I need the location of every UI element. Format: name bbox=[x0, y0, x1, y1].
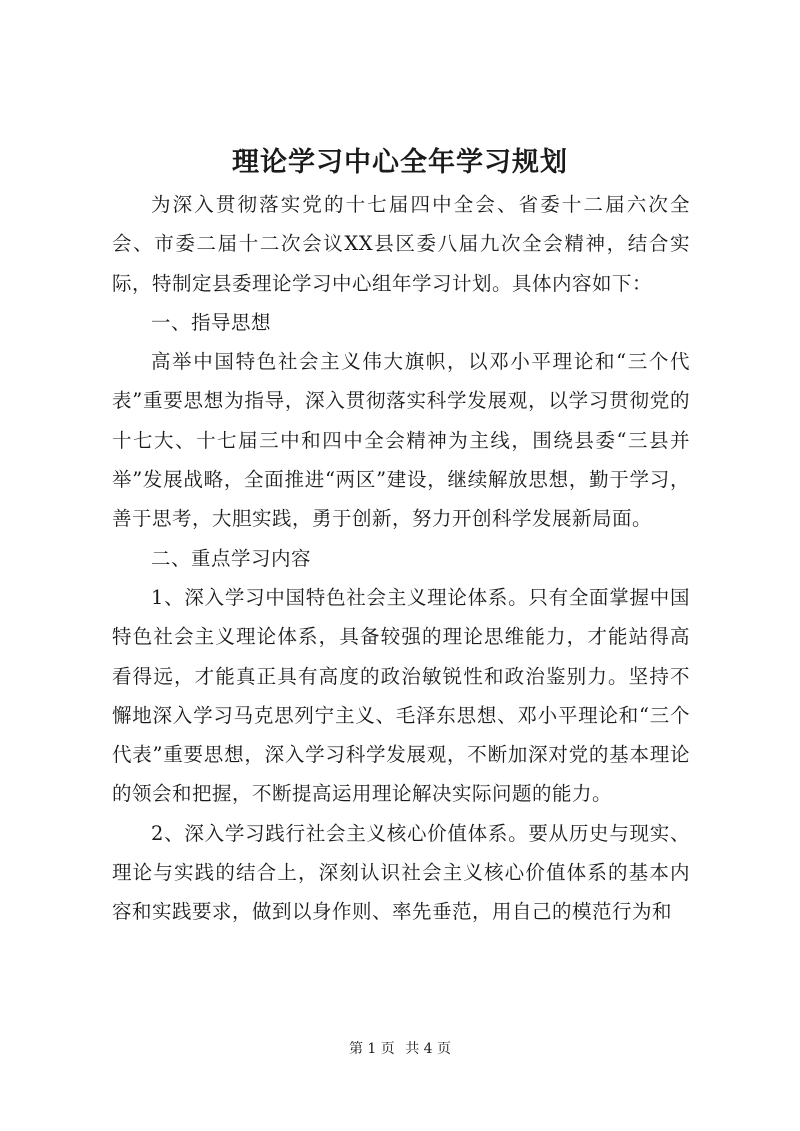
key-content-item-2: 2、深入学习践行社会主义核心价值体系。要从历史与现实、理论与实践的结合上，深刻认识社会主义核心价值体系的基本内容和实践要求，做到以身作则、率先垂范，用自己的模范行为和 bbox=[112, 821, 690, 924]
page-footer bbox=[0, 1039, 800, 1059]
page-number: 第 1 页 bbox=[348, 1041, 395, 1057]
section-heading-guiding-thought: 一、指导思想 bbox=[151, 310, 272, 334]
guiding-thought-paragraph: 高举中国特色社会主义伟大旗帜，以邓小平理论和“三个代表”重要思想为指导，深入贯彻落实科学发展观，以学习贯彻党的十七大、十七届三中和四中全会精神为主线，围绕县委“三县并举”发展战略，全面推进“两区”建设，继续解放思想，勤于学习，善于思考，大胆实践，勇于创新，努力开创科学发展新局面。 bbox=[112, 350, 690, 531]
section-heading-key-content: 二、重点学习内容 bbox=[151, 546, 312, 570]
page-total: 共 4 页 bbox=[405, 1041, 452, 1057]
document-title: 理论学习中心全年学习规划 bbox=[232, 147, 568, 178]
intro-paragraph: 为深入贯彻落实党的十七届四中全会、省委十二届六次全会、市委二届十二次会议XX县区委八届九次全会精神，结合实际，特制定县委理论学习中心组年学习计划。具体内容如下： bbox=[112, 193, 690, 295]
document-body bbox=[112, 185, 690, 932]
key-content-item-1: 1、深入学习中国特色社会主义理论体系。只有全面掌握中国特色社会主义理论体系，具备较强的理论思维能力，才能站得高看得远，才能真正具有高度的政治敏锐性和政治鉴别力。坚持不懈地深入学习马克思列宁主义、毛泽东思想、邓小平理论和“三个代表”重要思想，深入学习科学发展观，不断加深对党的基本理论的领会和把握，不断提高运用理论解决实际问题的能力。 bbox=[112, 585, 690, 806]
